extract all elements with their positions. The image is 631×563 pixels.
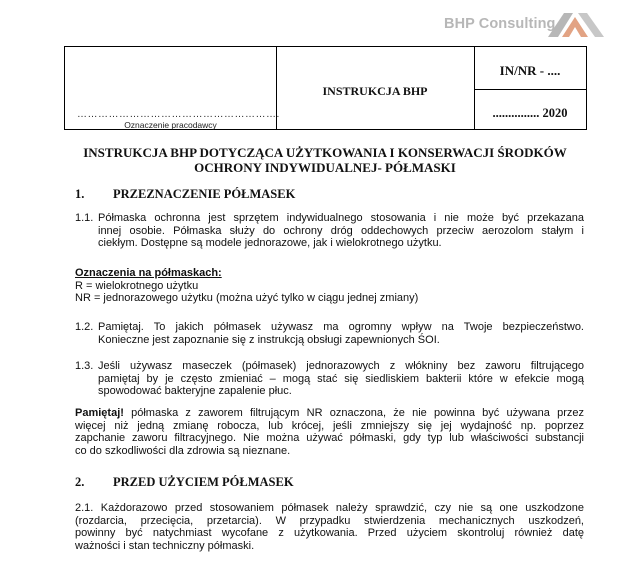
paragraph-number: 1.3. (75, 360, 94, 372)
paragraph-1-2 (98, 321, 584, 346)
markings-heading: Oznaczenia na półmaskach: (75, 267, 222, 279)
remember-text: półmaska z zaworem filtrującym NR oznaczona, że nie powinna być używana przez (123, 407, 584, 419)
instruction-label: INSTRUKCJA BHP (322, 84, 428, 98)
text-line: zapchanie zaworu filtracyjnego. Nie można używać półmaski, gdy typ lub właściwości substancji (75, 432, 584, 445)
markings-block (75, 267, 584, 305)
text-line (75, 407, 584, 420)
employer-signature-line: …………………………………………………. (77, 109, 280, 120)
text-line: Pamiętaj. To jakich półmasek używasz ma ogromny wpływ na Twoje bezpieczeństwo. (98, 321, 584, 333)
text-line: spowodować bakteryjne zapalenie płuc. (98, 385, 292, 398)
text-line: powinny być natychmiast wycofane z użytkowania. Przed użyciem skontroluj również datę (75, 527, 584, 540)
paragraph-2-1 (75, 502, 584, 552)
employer-label: Oznaczenie pracodawcy (124, 120, 217, 130)
text-line: co do szkodliwości dla zdrowia są nieznane. (75, 444, 291, 457)
text-line: ciekłym. Dostępne są modele jednorazowe, jak i wielokrotnego użytku. (98, 237, 442, 250)
document-title-line: INSTRUKCJA BHP DOTYCZĄCA UŻYTKOWANIA I KONSERWACJI ŚRODKÓW (83, 145, 567, 160)
instruction-header-table (64, 46, 587, 130)
paragraph-1-3 (98, 360, 584, 398)
paragraph-number: 1.2. (75, 321, 94, 333)
section1-title: PRZEZNACZENIE PÓŁMASEK (113, 187, 296, 201)
document-title-line: OCHRONY INDYWIDUALNEJ- PÓŁMASKI (194, 159, 456, 175)
text-line: Półmaska ochronna jest sprzętem indywidualnego stosowania i nie może być przekazana (98, 212, 584, 224)
paragraph-number: 1.1. (75, 212, 94, 224)
section1-number: 1. (75, 187, 85, 201)
mountain-peaks-icon (548, 11, 604, 37)
instruction-number: IN/NR - .... (499, 63, 561, 78)
number-cell (474, 47, 586, 129)
instruction-number-row (474, 47, 586, 90)
paragraph-1-1 (98, 212, 584, 250)
section2-number: 2. (75, 475, 85, 489)
text-line: 2.1. Każdorazowo przed stosowaniem półmasek należy sprawdzić, czy nie są one uszkodzone (75, 502, 584, 514)
text-line: więcej niż jedną zmianę robocza, lub krócej, jeśli zmniejszy się jej wydajność np. poprzez (75, 419, 584, 432)
document-title (60, 146, 590, 175)
text-line: Jeśli używasz maseczek (półmasek) jednorazowych z włókniny bez zaworu filtrującego (98, 360, 584, 372)
logo-text: BHP Consulting (444, 16, 556, 32)
text-line: (rozdarcia, przecięcia, przetarcia). W przypadku stwierdzenia mechanicznych uszkodzeń, (75, 514, 584, 527)
marking-r: R = wielokrotnego użytku (75, 279, 199, 292)
marking-nr: NR = jednorazowego użytku (można użyć tylko w ciągu jednej zmiany) (75, 292, 419, 305)
text-line: innej osobie. Półmaska służy do ochrony dróg oddechowych przeciw aerozolom stałym i (98, 224, 584, 237)
text-line: ważności i stan techniczny półmaski. (75, 539, 255, 552)
instruction-label-cell (276, 47, 475, 129)
bhp-consulting-logo (444, 11, 604, 39)
remember-note (75, 407, 584, 457)
section2-title: PRZED UŻYCIEM PÓŁMASEK (113, 475, 294, 489)
remember-label: Pamiętaj! (75, 407, 124, 419)
employer-cell (65, 47, 280, 130)
instruction-year: ............... 2020 (492, 106, 568, 120)
text-line: Konieczne jest zapoznanie się z instrukcją obsługi zapewnionych ŚOI. (98, 333, 440, 346)
text-line: pamiętaj by je często zmieniać – mogą stać się siedliskiem bakterii które w efekcie mogą (98, 372, 584, 385)
